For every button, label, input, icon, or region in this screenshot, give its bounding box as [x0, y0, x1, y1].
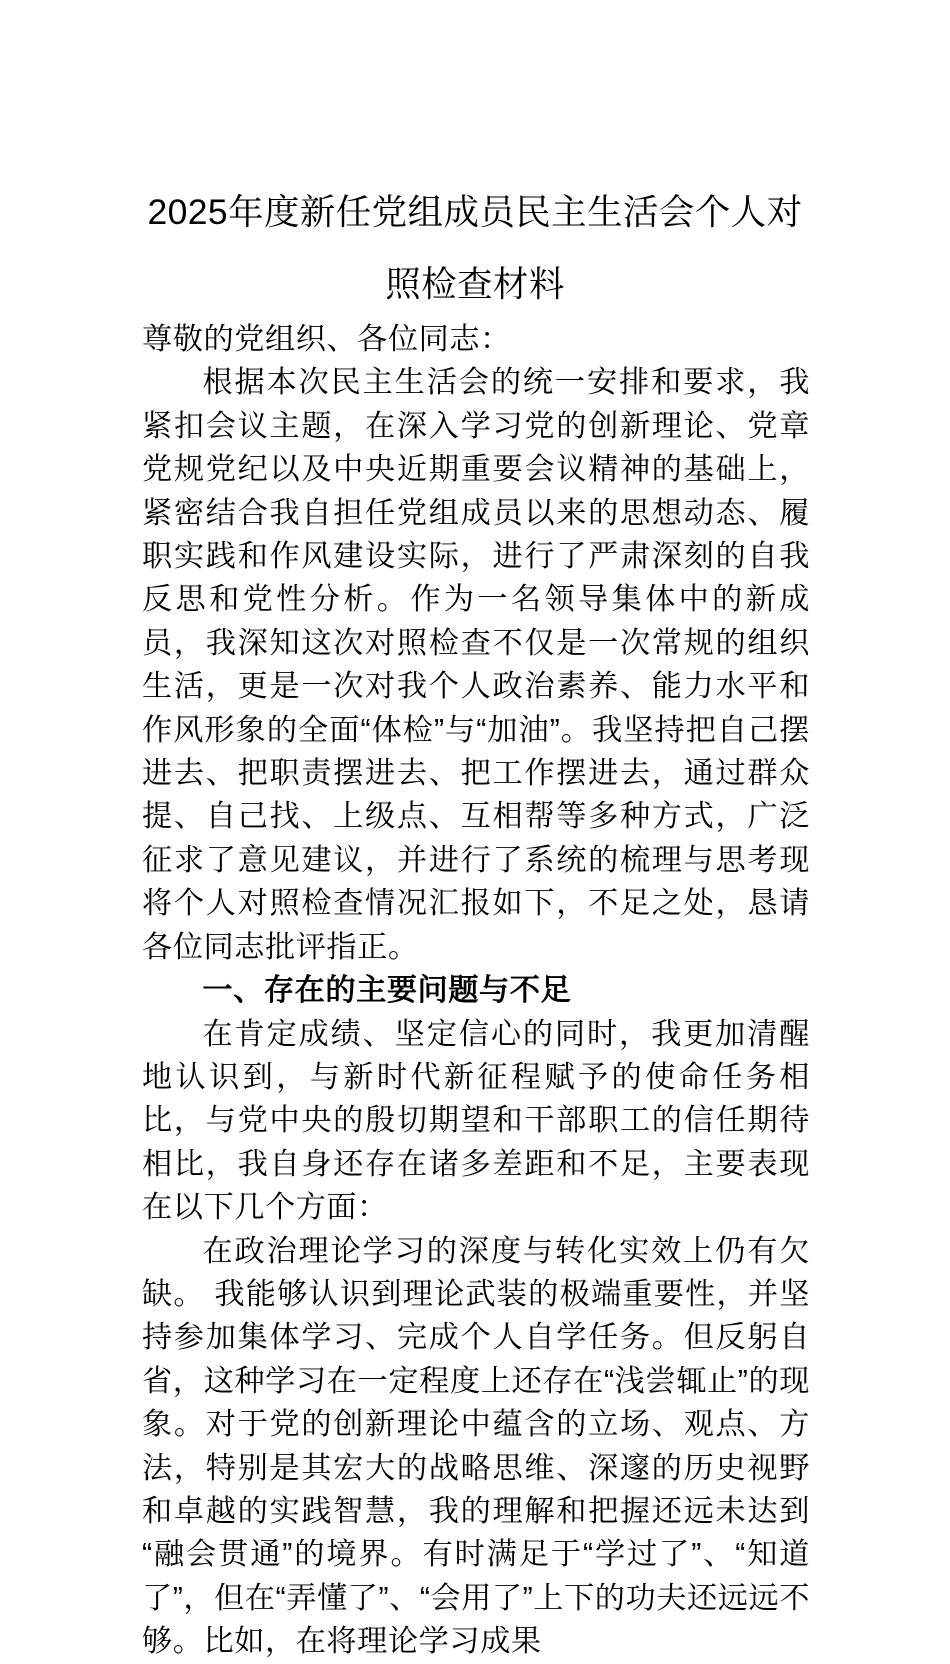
page-title: 2025年度新任党组成员民主生活会个人对照检查材料 — [147, 191, 803, 304]
document-body — [142, 318, 810, 1664]
section-one-intro-paragraph: 在肯定成绩、坚定信心的同时，我更加清醒地认识到，与新时代新征程赋予的使命任务相比，与党中央的殷切期望和干部职工的信任期待相比，我自身还存在诸多差距和不足，主要表现在以下几个方面： — [142, 1017, 810, 1225]
section-one-item-one-paragraph: 在政治理论学习的深度与转化实效上仍有欠缺。 我能够认识到理论武装的极端重要性，并坚持参加集体学习、完成个人自学任务。但反躬自省，这种学习在一定程度上还存在“浅尝辄止”的现象。对于党的创新理论中蕴含的立场、观点、方法，特别是其宏大的战略思维、深邃的历史视野和卓越的实践智慧，我的理解和把握还远未达到“融会贯通”的境界。有时满足于“学过了”、“知道了”，但在“弄懂了”、“会用了”上下的功夫还远远不够。比如，在将理论学习成果 — [142, 1234, 810, 1659]
opening-paragraph: 根据本次民主生活会的统一安排和要求，我紧扣会议主题，在深入学习党的创新理论、党章党规党纪以及中央近期重要会议精神的基础上，紧密结合我自担任党组成员以来的思想动态、履职实践和作风建设实际，进行了严肃深刻的自我反思和党性分析。作为一名领导集体中的新成员，我深知这次对照检查不仅是一次常规的组织生活，更是一次对我个人政治素养、能力水平和作风形象的全面“体检”与“加油”。我坚持把自己摆进去、把职责摆进去、把工作摆进去，通过群众提、自己找、上级点、互相帮等多种方式，广泛征求了意见建议，并进行了系统的梳理与思考现将个人对照检查情况汇报如下，不足之处，恳请各位同志批评指正。 — [142, 366, 810, 964]
section-heading-one: 一、存在的主要问题与不足 — [202, 974, 572, 1008]
salutation-line: 尊敬的党组织、各位同志： — [142, 323, 511, 356]
